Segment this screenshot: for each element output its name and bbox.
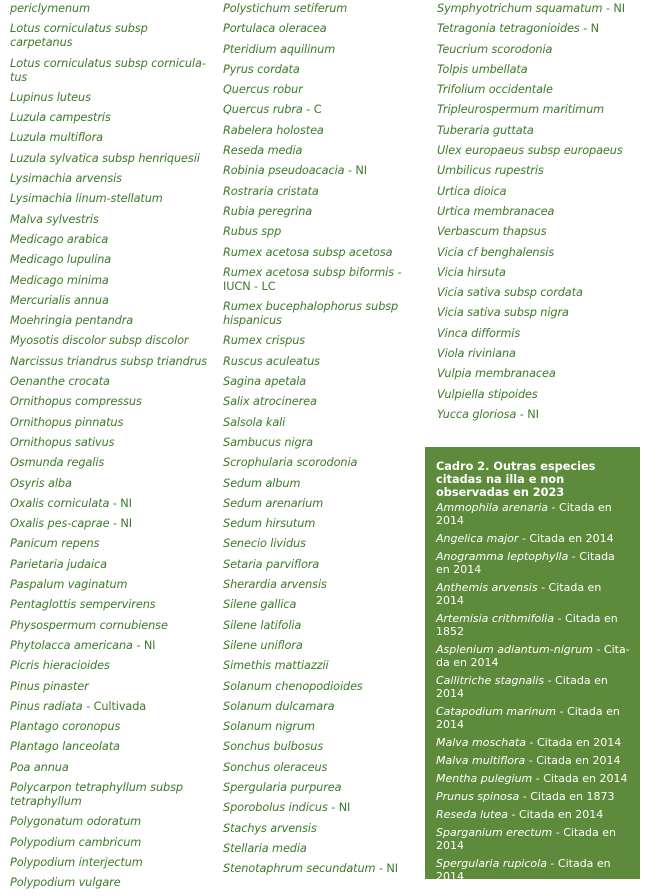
- species-name: Medicago minima: [10, 273, 109, 287]
- species-name: Oenanthe crocata: [10, 375, 110, 389]
- species-status: - N: [579, 22, 599, 36]
- species-name: Panicum repens: [10, 537, 100, 551]
- box-citation: - Citada en 2014: [436, 581, 602, 607]
- species-entry: [10, 355, 210, 369]
- box-entry: [436, 826, 630, 852]
- species-entry: [437, 164, 642, 178]
- species-entry: [437, 185, 642, 199]
- species-name: Plantago coronopus: [10, 720, 121, 734]
- species-name: Pinus pinaster: [10, 679, 89, 693]
- box-entry: [436, 550, 630, 576]
- box-species-name: Angelica major: [436, 532, 519, 545]
- box-citation: - Citada en 2014: [436, 501, 612, 527]
- species-entry: [10, 111, 210, 125]
- box-entry: [436, 808, 630, 821]
- species-status: - IUCN - LC: [223, 265, 402, 293]
- species-name: Physospermum cornubiense: [10, 618, 168, 632]
- species-name: Setaria parviflora: [223, 557, 320, 571]
- species-entry: [10, 192, 210, 206]
- box-species-name: Artemisia crithmifolia: [436, 612, 555, 625]
- species-entry: [10, 416, 210, 430]
- species-entry: [437, 83, 642, 97]
- species-status: - NI: [132, 638, 156, 652]
- species-entry: [10, 233, 210, 247]
- species-entry: [223, 124, 423, 138]
- species-entry: [10, 740, 210, 754]
- species-name: Sonchus bulbosus: [223, 740, 324, 754]
- species-entry: [10, 781, 210, 809]
- species-entry: [10, 578, 210, 592]
- box-citation: - Citada en 1852: [436, 612, 618, 638]
- species-name: Luzula campestris: [10, 111, 111, 125]
- species-name: Malva sylvestris: [10, 212, 99, 226]
- box-entry: [436, 736, 630, 749]
- species-entry: [223, 477, 423, 491]
- box-citation: - Citada en 2014: [526, 736, 622, 749]
- species-entry: [10, 57, 210, 85]
- species-name: Salsola kali: [223, 415, 286, 429]
- box-species-name: Asplenium adiantum-nigrum: [436, 643, 593, 656]
- species-entry: [10, 720, 210, 734]
- species-name: Silene uniflora: [223, 638, 303, 652]
- species-entry: [437, 246, 642, 260]
- species-entry: [437, 22, 642, 36]
- species-entry: [223, 395, 423, 409]
- species-name: Polygonatum odoratum: [10, 815, 142, 829]
- species-entry: [437, 205, 642, 219]
- box-species-name: Callitriche stagnalis: [436, 674, 545, 687]
- species-name: Urtica dioica: [437, 184, 507, 198]
- species-name: Robinia pseudoacacia: [223, 164, 345, 178]
- box-species-name: Spergularia rupicola: [436, 857, 547, 870]
- species-name: Vulpia membranacea: [437, 367, 556, 381]
- species-entry: [10, 761, 210, 775]
- species-name: Polypodium vulgare: [10, 876, 121, 890]
- species-name: Solanum nigrum: [223, 720, 315, 734]
- box-species-list: [436, 501, 630, 883]
- species-entry: [223, 842, 423, 856]
- species-name: Solanum chenopodioides: [223, 679, 363, 693]
- species-name: Rostraria cristata: [223, 184, 319, 198]
- species-entry: [10, 836, 210, 850]
- species-name: Quercus robur: [223, 83, 303, 97]
- species-name: Lysimachia arvensis: [10, 172, 122, 186]
- species-name: Vicia sativa subsp nigra: [437, 306, 569, 320]
- box-entry: [436, 754, 630, 767]
- species-status: - NI: [109, 496, 132, 510]
- species-entry: [437, 124, 642, 138]
- species-entry: [437, 388, 642, 402]
- species-name: Spergularia purpurea: [223, 780, 342, 794]
- box-citation: - Citada en 2014: [436, 826, 616, 852]
- species-name: Tolpis umbellata: [437, 62, 528, 76]
- species-entry: [223, 537, 423, 551]
- species-name: Symphyotrichum squamatum: [437, 2, 603, 15]
- species-name: Stellaria media: [223, 841, 307, 855]
- species-name: Sonchus oleraceus: [223, 760, 328, 774]
- species-name: Phytolacca americana: [10, 638, 133, 652]
- species-name: Stenotaphrum secundatum: [223, 862, 376, 876]
- box-title: Cadro 2. Outras especies citadas na illa e non observadas en 2023: [436, 460, 596, 499]
- species-entry: [223, 63, 423, 77]
- species-entry: [10, 876, 210, 890]
- species-column-2: [223, 2, 423, 882]
- species-entry: [223, 22, 423, 36]
- species-entry: [437, 266, 642, 280]
- species-name: Polycarpon tetraphyllum subsp tetraphyllum: [10, 780, 183, 808]
- species-entry: [223, 246, 423, 260]
- species-entry: [223, 355, 423, 369]
- species-name: Yucca gloriosa: [437, 407, 517, 421]
- species-name: Luzula multiflora: [10, 131, 103, 145]
- species-name: Simethis mattiazzii: [223, 659, 329, 673]
- species-entry: [10, 537, 210, 551]
- species-status: - NI: [602, 2, 625, 15]
- species-entry: [223, 436, 423, 450]
- species-name: Narcissus triandrus subsp triandrus: [10, 354, 208, 368]
- species-name: Sedum arenarium: [223, 496, 324, 510]
- species-name: Silene latifolia: [223, 618, 302, 632]
- species-entry: [223, 659, 423, 673]
- species-name: Polypodium interjectum: [10, 855, 143, 869]
- species-entry: [437, 408, 642, 422]
- species-name: Scrophularia scorodonia: [223, 456, 358, 470]
- box-species-name: Sparganium erectum: [436, 826, 553, 839]
- species-entry: [223, 266, 423, 294]
- species-name: Quercus rubra: [223, 103, 303, 117]
- species-status: - Cultivada: [82, 699, 147, 713]
- species-column-3: [437, 2, 642, 428]
- species-name: Urtica membranacea: [437, 204, 555, 218]
- species-entry: [223, 761, 423, 775]
- species-entry: [223, 822, 423, 836]
- species-entry: [437, 144, 642, 158]
- species-entry: [223, 639, 423, 653]
- species-entry: [223, 144, 423, 158]
- species-entry: [437, 43, 642, 57]
- species-entry: [223, 497, 423, 511]
- species-name: Sambucus nigra: [223, 435, 313, 449]
- species-entry: [10, 274, 210, 288]
- box-entry: [436, 705, 630, 731]
- species-entry: [223, 700, 423, 714]
- species-name: Oxalis pes-caprae: [10, 517, 110, 531]
- species-entry: [437, 306, 642, 320]
- species-name: Medicago arabica: [10, 232, 109, 246]
- species-entry: [10, 639, 210, 653]
- species-status: - NI: [375, 862, 399, 876]
- species-name: Tetragonia tetragonioides: [437, 22, 580, 36]
- box-entry: [436, 643, 630, 669]
- species-entry: [223, 300, 423, 328]
- species-name: Rubus spp: [223, 225, 282, 239]
- species-entry: [10, 856, 210, 870]
- species-entry: [10, 558, 210, 572]
- species-entry: [223, 598, 423, 612]
- species-entry: [223, 862, 423, 876]
- species-name: Vicia hirsuta: [437, 265, 506, 279]
- species-entry: [10, 619, 210, 633]
- species-name: Sherardia arvensis: [223, 578, 327, 592]
- species-entry: [10, 172, 210, 186]
- species-entry: [10, 598, 210, 612]
- species-status: - NI: [344, 164, 368, 178]
- species-name: Senecio lividus: [223, 537, 306, 551]
- box-entry: [436, 501, 630, 527]
- species-name: Osmunda regalis: [10, 456, 105, 470]
- species-name: Teucrium scorodonia: [437, 42, 553, 56]
- box-entry: [436, 790, 630, 803]
- species-name: Verbascum thapsus: [437, 225, 547, 239]
- species-status: - NI: [109, 517, 133, 531]
- species-name: Solanum dulcamara: [223, 699, 335, 713]
- box-species-name: Malva multiflora: [436, 754, 526, 767]
- species-name: periclymenum: [10, 2, 91, 15]
- species-entry: [437, 367, 642, 381]
- box-entry: [436, 772, 630, 785]
- species-entry: [223, 517, 423, 531]
- box-species-name: Reseda lutea: [436, 808, 508, 821]
- species-name: Tripleurospermum maritimum: [437, 103, 605, 117]
- species-name: Umbilicus rupestris: [437, 164, 544, 178]
- species-entry: [10, 497, 210, 511]
- box-citation: - Citada en 1873: [519, 790, 615, 803]
- table-box-cadro-2: [425, 447, 640, 883]
- species-entry: [10, 334, 210, 348]
- species-entry: [10, 91, 210, 105]
- species-name: Medicago lupulina: [10, 253, 112, 267]
- species-name: Lotus corniculatus subsp cornicula-tus: [10, 56, 206, 84]
- species-name: Rubia peregrina: [223, 204, 313, 218]
- species-name: Ornithopus compressus: [10, 395, 142, 409]
- species-name: Ulex europaeus subsp europaeus: [437, 144, 623, 158]
- species-entry: [223, 2, 423, 16]
- species-name: Ruscus aculeatus: [223, 354, 320, 368]
- species-name: Polypodium cambricum: [10, 835, 142, 849]
- species-name: Sedum album: [223, 476, 301, 490]
- box-entry: [436, 857, 630, 883]
- species-name: Picris hieracioides: [10, 659, 110, 673]
- species-entry: [10, 294, 210, 308]
- species-entry: [10, 395, 210, 409]
- species-name: Myosotis discolor subsp discolor: [10, 334, 189, 348]
- species-entry: [10, 436, 210, 450]
- species-entry: [223, 225, 423, 239]
- box-citation: - Citada en 2014: [436, 857, 611, 883]
- species-entry: [223, 578, 423, 592]
- species-name: Vicia cf benghalensis: [437, 245, 555, 259]
- species-entry: [10, 22, 210, 50]
- box-entry: [436, 674, 630, 700]
- species-name: Lupinus luteus: [10, 90, 91, 104]
- species-name: Rumex acetosa subsp biformis: [223, 265, 395, 279]
- species-entry: [223, 334, 423, 348]
- species-entry: [10, 253, 210, 267]
- box-entry: [436, 581, 630, 607]
- species-entry: [223, 781, 423, 795]
- species-name: Luzula sylvatica subsp henriquesii: [10, 151, 200, 165]
- box-entry: [436, 612, 630, 638]
- species-status: - NI: [327, 801, 351, 815]
- species-entry: [437, 2, 642, 16]
- species-entry: [10, 700, 210, 714]
- species-entry: [10, 659, 210, 673]
- species-name: Sporobolus indicus: [223, 801, 328, 815]
- species-name: Sedum hirsutum: [223, 517, 316, 531]
- species-entry: [223, 720, 423, 734]
- box-species-name: Prunus spinosa: [436, 790, 520, 803]
- species-status: - C: [302, 103, 322, 117]
- species-name: Paspalum vaginatum: [10, 578, 128, 592]
- species-entry: [223, 185, 423, 199]
- box-citation: - Citada en 2014: [507, 808, 604, 821]
- species-entry: [10, 456, 210, 470]
- species-name: Rumex bucephalophorus subsp hispanicus: [223, 300, 399, 328]
- species-name: Viola riviniana: [437, 347, 516, 361]
- species-name: Salix atrocinerea: [223, 395, 317, 409]
- species-entry: [223, 375, 423, 389]
- species-name: Ornithopus pinnatus: [10, 415, 124, 429]
- species-name: Rabelera holostea: [223, 123, 324, 137]
- box-citation: - Citada en 2014: [436, 705, 620, 731]
- species-status: - NI: [516, 407, 539, 421]
- species-entry: [10, 517, 210, 531]
- species-name: Rumex crispus: [223, 334, 306, 348]
- species-name: Reseda media: [223, 144, 303, 158]
- species-entry: [223, 103, 423, 117]
- box-citation: - Cita-da en 2014: [436, 643, 630, 669]
- species-entry: [437, 286, 642, 300]
- species-entry: [437, 347, 642, 361]
- box-citation: - Citada en 2014: [436, 674, 608, 700]
- species-name: Pyrus cordata: [223, 62, 300, 76]
- species-entry: [437, 225, 642, 239]
- species-name: Tuberaria guttata: [437, 123, 534, 137]
- species-entry: [10, 131, 210, 145]
- species-entry: [10, 375, 210, 389]
- species-entry: [223, 205, 423, 219]
- species-entry: [223, 680, 423, 694]
- species-entry: [437, 327, 642, 341]
- species-entry: [10, 815, 210, 829]
- species-name: Silene gallica: [223, 598, 297, 612]
- species-name: Moehringia pentandra: [10, 314, 134, 328]
- species-entry: [223, 456, 423, 470]
- box-species-name: Catapodium marinum: [436, 705, 557, 718]
- species-entry: [223, 740, 423, 754]
- species-name: Lotus corniculatus subsp carpetanus: [10, 22, 148, 50]
- box-species-name: Anogramma leptophylla: [436, 550, 569, 563]
- species-name: Pentaglottis sempervirens: [10, 598, 156, 612]
- species-name: Osyris alba: [10, 476, 72, 490]
- species-name: Poa annua: [10, 760, 69, 774]
- species-entry: [437, 103, 642, 117]
- species-entry: [223, 416, 423, 430]
- species-name: Vulpiella stipoides: [437, 387, 538, 401]
- species-name: Vinca difformis: [437, 326, 521, 340]
- species-entry: [223, 558, 423, 572]
- species-name: Mercurialis annua: [10, 293, 109, 307]
- box-citation: - Citada en 2014: [525, 754, 621, 767]
- species-entry: [223, 801, 423, 815]
- box-species-name: Mentha pulegium: [436, 772, 533, 785]
- species-name: Oxalis corniculata: [10, 496, 110, 510]
- species-entry: [223, 43, 423, 57]
- species-name: Lysimachia linum-stellatum: [10, 192, 163, 206]
- box-species-name: Anthemis arvensis: [436, 581, 538, 594]
- species-entry: [10, 680, 210, 694]
- box-citation: - Citada en 2014: [436, 550, 615, 576]
- box-citation: - Citada en 2014: [532, 772, 628, 785]
- species-name: Trifolium occidentale: [437, 83, 553, 97]
- species-entry: [10, 152, 210, 166]
- species-column-1: [10, 2, 210, 896]
- species-name: Parietaria judaica: [10, 557, 107, 571]
- box-species-name: Ammophila arenaria: [436, 501, 549, 514]
- species-name: Ornithopus sativus: [10, 435, 115, 449]
- species-entry: [10, 477, 210, 491]
- species-entry: [223, 164, 423, 178]
- species-name: Portulaca oleracea: [223, 22, 327, 36]
- species-entry: [10, 314, 210, 328]
- species-entry: [437, 63, 642, 77]
- species-entry: [10, 2, 210, 16]
- species-entry: [223, 619, 423, 633]
- species-name: Plantago lanceolata: [10, 740, 120, 754]
- species-name: Polystichum setiferum: [223, 2, 348, 15]
- species-name: Pinus radiata: [10, 699, 83, 713]
- box-citation: - Citada en 2014: [518, 532, 614, 545]
- species-name: Pteridium aquilinum: [223, 42, 336, 56]
- species-name: Sagina apetala: [223, 375, 307, 389]
- box-entry: [436, 532, 630, 545]
- species-entry: [223, 83, 423, 97]
- species-name: Vicia sativa subsp cordata: [437, 286, 583, 300]
- species-name: Rumex acetosa subsp acetosa: [223, 245, 393, 259]
- species-entry: [10, 213, 210, 227]
- species-name: Stachys arvensis: [223, 821, 317, 835]
- box-species-name: Malva moschata: [436, 736, 527, 749]
